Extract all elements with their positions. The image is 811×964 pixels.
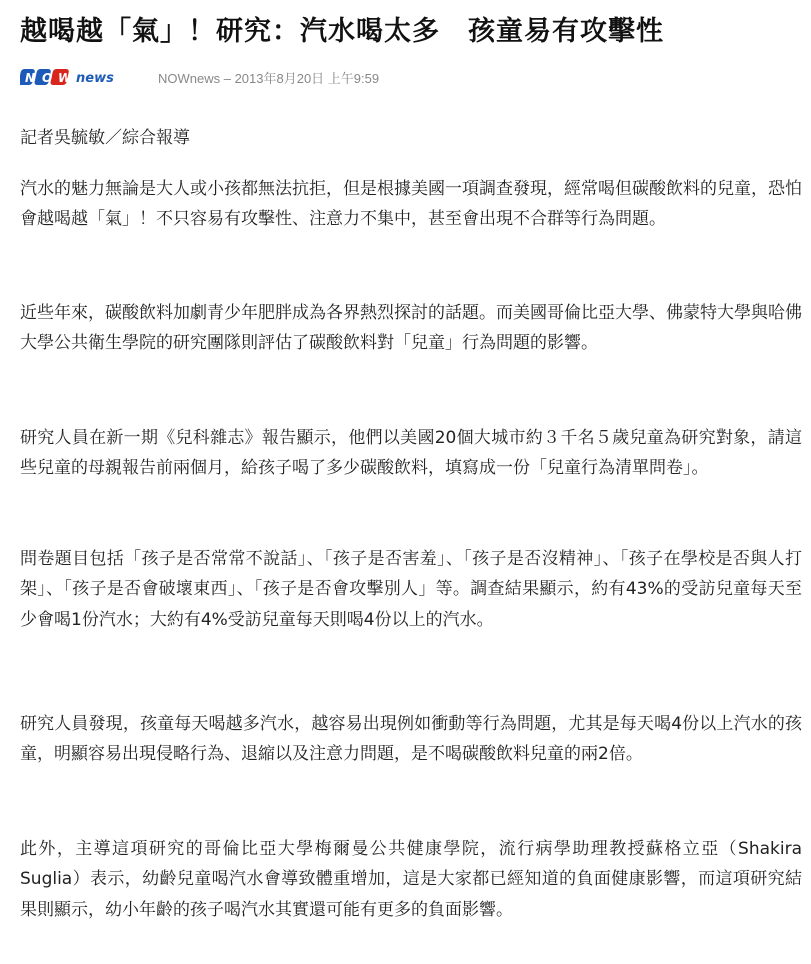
article-paragraph: 近些年來，碳酸飲料加劇青少年肥胖成為各界熱烈探討的話題。而美國哥倫比亞大學、佛蒙特大學與哈佛大學公共衛生學院的研究團隊則評估了碳酸飲料對「兒童」行為問題的影響。 — [20, 303, 802, 354]
source-and-date: NOWnews – 2013年8月20日 上午9:59 — [158, 70, 380, 86]
article-paragraph: 研究人員在新一期《兒科雜志》報告顯示，他們以美國20個大城市約３千名５歲兒童為研究對象，請這些兒童的母親報告前兩個月，給孩子喝了多少碳酸飲料，填寫成一份「兒童行為清單問卷」。 — [20, 428, 802, 479]
svg-text:O: O — [42, 71, 53, 85]
reporter-byline: 記者吳毓敏／綜合報導 — [20, 128, 190, 148]
nownews-logo[interactable] — [20, 66, 146, 88]
article-paragraph: 問卷題目包括「孩子是否常常不說話」、「孩子是否害羞」、「孩子是否沒精神」、「孩子在學校是否與人打架」、「孩子是否會破壞東西」、「孩子是否會攻擊別人」等。調查結果顯示，約有43%的受訪兒童每天至少會喝1份汽水；大約有4%受訪兒童每天則喝4份以上的汽水。 — [20, 549, 802, 630]
svg-text:W: W — [58, 71, 72, 85]
article-title: 越喝越「氣」！研究：汽水喝太多 孩童易有攻擊性 — [20, 16, 664, 47]
article-paragraph: 此外，主導這項研究的哥倫比亞大學梅爾曼公共健康學院，流行病學助理教授蘇格立亞（Shakira Suglia）表示，幼齡兒童喝汽水會導致體重增加，這是大家都已經知道的負面健康影響，而這項研究結果則顯示，幼小年齡的孩子喝汽水其實還可能有更多的負面影響。 — [20, 839, 802, 920]
article-paragraph: 汽水的魅力無論是大人或小孩都無法抗拒，但是根據美國一項調查發現，經常喝但碳酸飲料的兒童，恐怕會越喝越「氣」！不只容易有攻擊性、注意力不集中，甚至會出現不合群等行為問題。 — [20, 179, 802, 230]
svg-text:news: news — [76, 71, 114, 86]
svg-text:N: N — [25, 71, 36, 85]
article-paragraph: 研究人員發現，孩童每天喝越多汽水，越容易出現例如衝動等行為問題，尤其是每天喝4份以上汽水的孩童，明顯容易出現侵略行為、退縮以及注意力問題，是不喝碳酸飲料兒童的兩2倍。 — [20, 714, 802, 765]
article-meta — [20, 66, 379, 88]
